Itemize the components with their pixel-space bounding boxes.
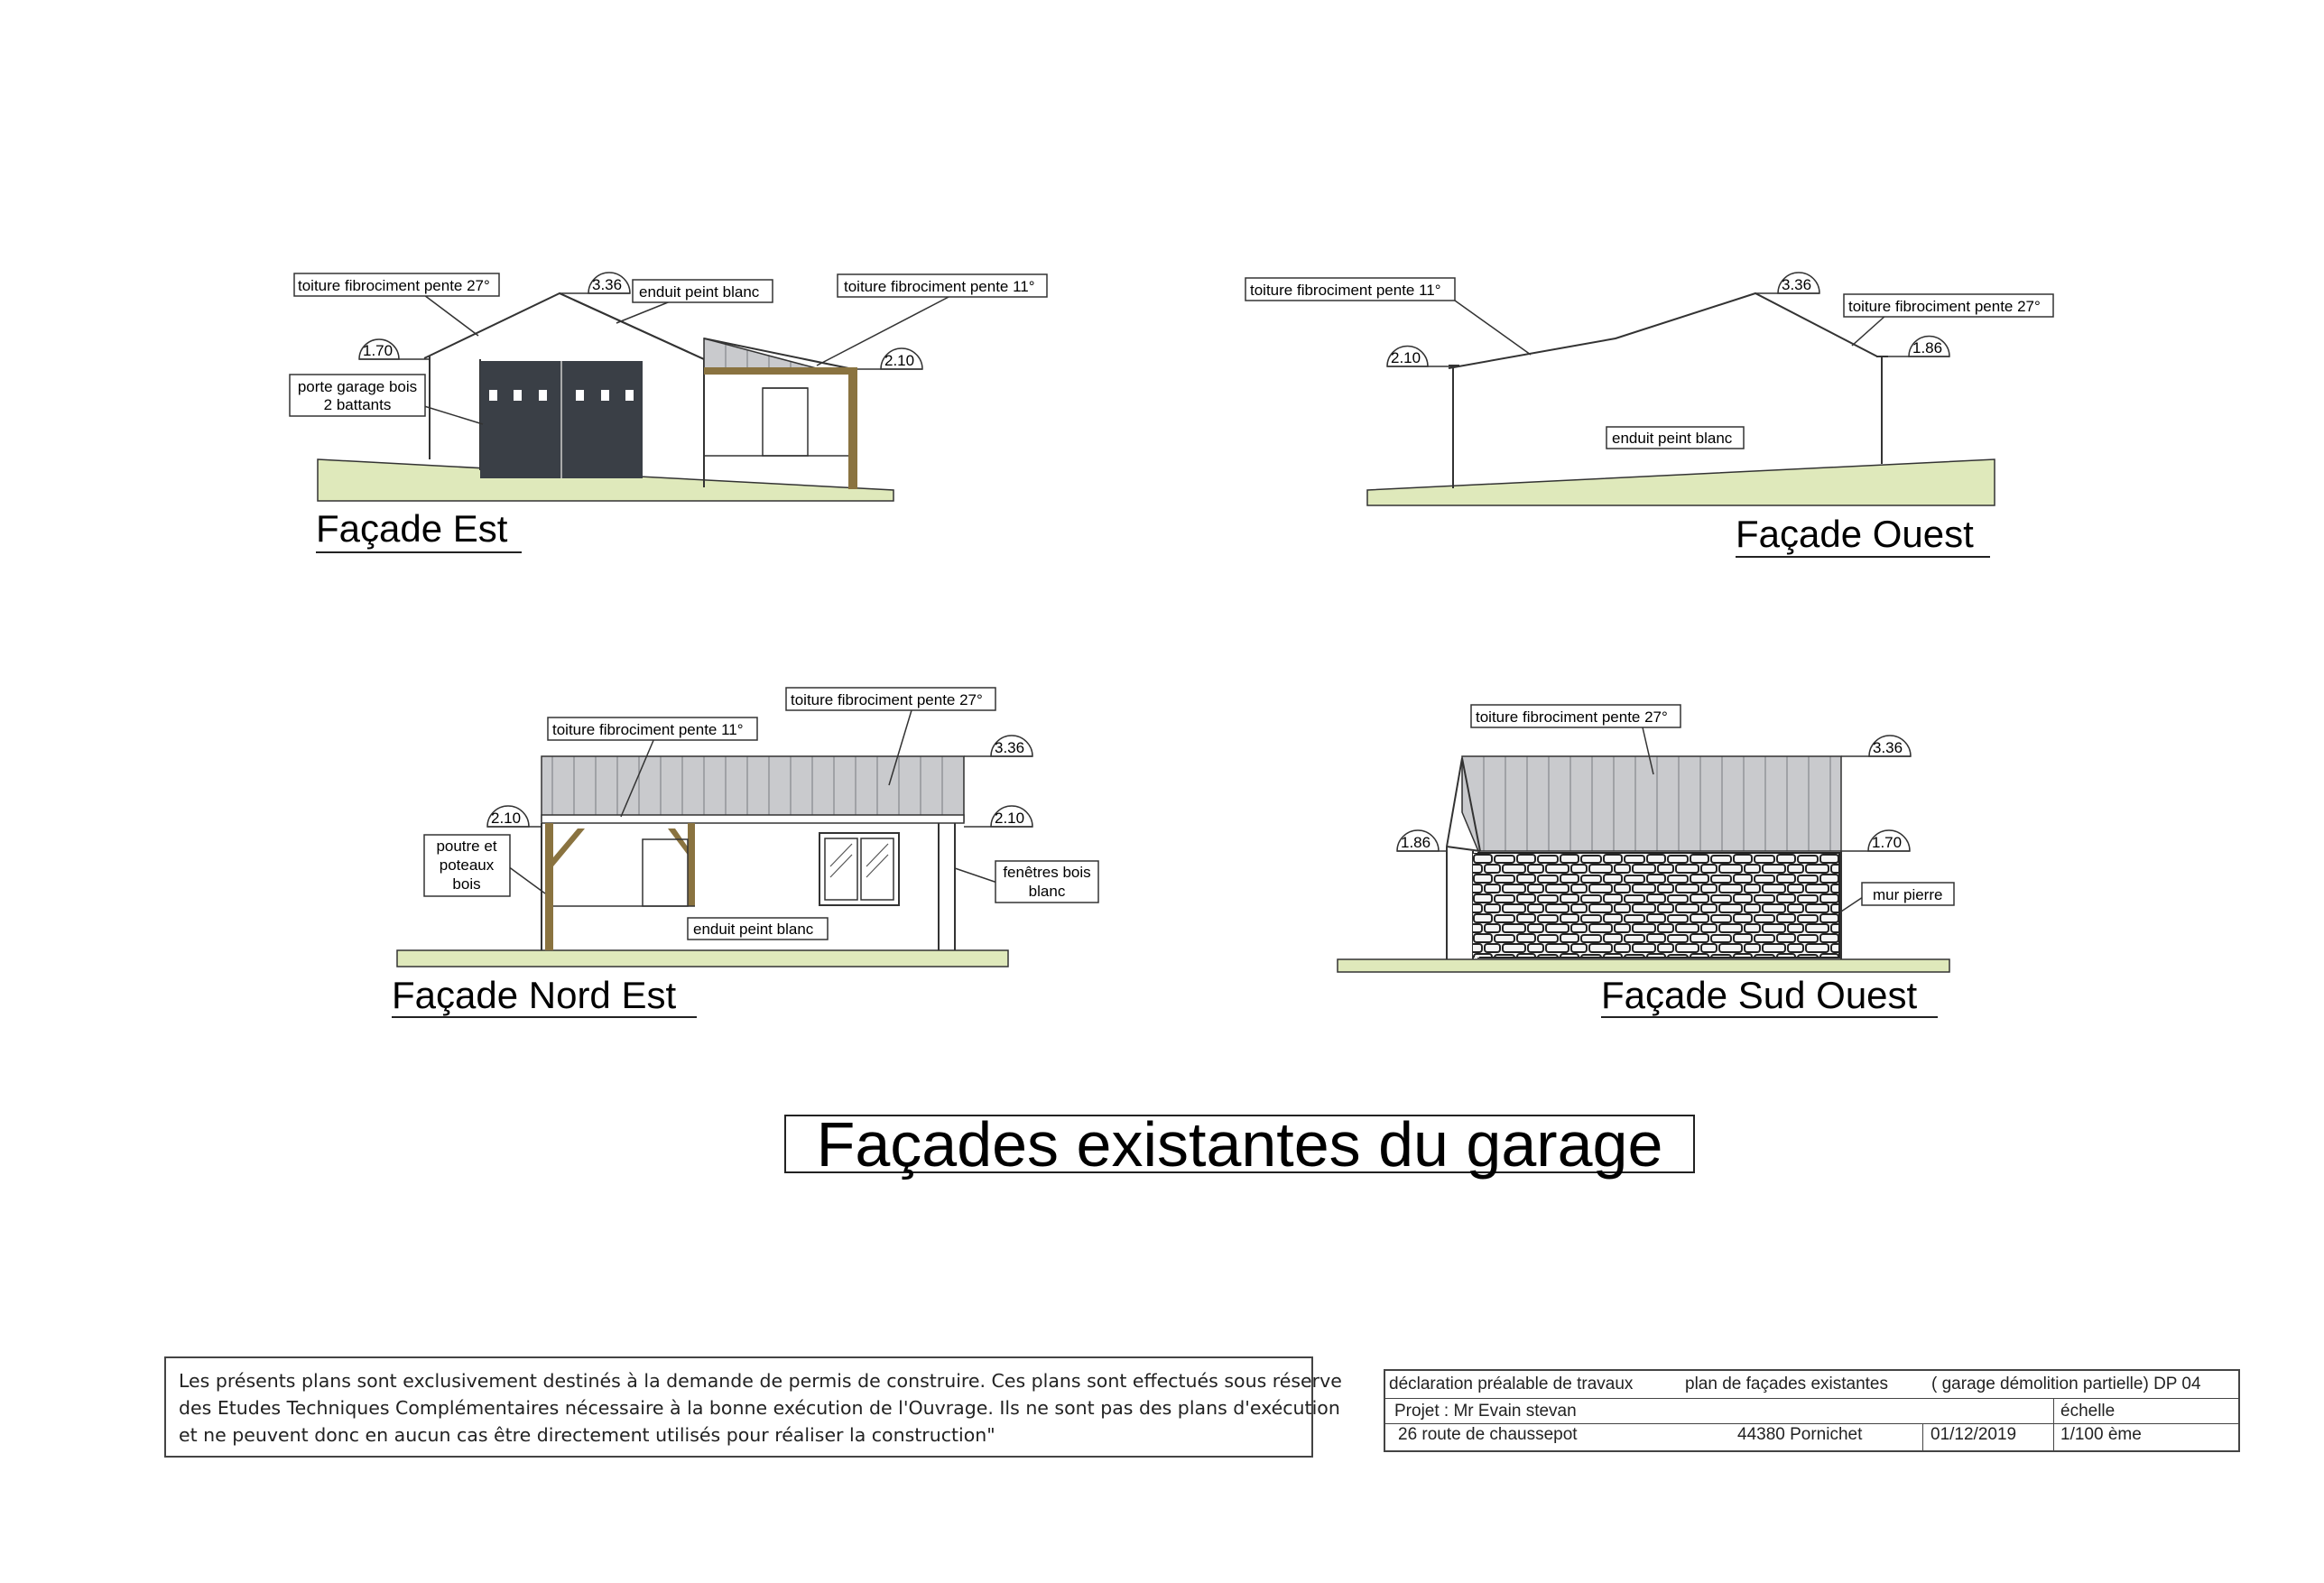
dim-sud-ouest-right: 1.70 bbox=[1872, 834, 1903, 851]
label-nord-est-poutre-3: bois bbox=[452, 875, 481, 893]
opening-nord-est bbox=[643, 839, 688, 906]
cartouche-adresse: 26 route de chaussepot bbox=[1398, 1425, 1578, 1444]
timber-beam-est bbox=[704, 367, 857, 375]
disclaimer-line: et ne peuvent donc en aucun cas être directement utilisés pour réaliser la construction" bbox=[179, 1424, 995, 1446]
dim-nord-est-top: 3.36 bbox=[995, 739, 1025, 756]
cartouche-date: 01/12/2019 bbox=[1930, 1425, 2017, 1444]
lean-to-roof-est bbox=[704, 338, 823, 370]
disclaimer-line: des Etudes Techniques Complémentaires nécessaire à la bonne exécution de l'Ouvrage. Ils ne sont pas des plans d'exécution bbox=[179, 1397, 1340, 1419]
main-title: Façades existantes du garage bbox=[784, 1115, 1695, 1173]
roof-band-nord-est bbox=[542, 756, 964, 821]
dim-sud-ouest-left: 1.86 bbox=[1401, 834, 1431, 851]
dim-est-top: 3.36 bbox=[592, 276, 623, 293]
ground-sud-ouest bbox=[1338, 959, 1949, 972]
dim-est-left: 1.70 bbox=[363, 342, 394, 359]
label-est-door-1: porte garage bois bbox=[297, 378, 418, 395]
dim-ouest-top: 3.36 bbox=[1782, 276, 1812, 293]
disclaimer-box bbox=[164, 1356, 1342, 1458]
label-nord-est-poutre-2: poteaux bbox=[439, 856, 495, 874]
roof-profile-ouest bbox=[1449, 293, 1877, 368]
label-est-enduit: enduit peint blanc bbox=[639, 283, 760, 301]
label-ouest-roof27: toiture fibrociment pente 27° bbox=[1848, 298, 2041, 315]
label-ouest-enduit: enduit peint blanc bbox=[1612, 430, 1733, 447]
label-est-roof27: toiture fibrociment pente 27° bbox=[298, 277, 490, 294]
cartouche-declaration: déclaration préalable de travaux bbox=[1389, 1375, 1634, 1393]
title-facade-sud-ouest: Façade Sud Ouest bbox=[1601, 974, 1918, 1016]
ground-ouest bbox=[1367, 459, 1995, 505]
dim-sud-ouest-top: 3.36 bbox=[1873, 739, 1903, 756]
dim-ouest-left: 2.10 bbox=[1391, 349, 1421, 366]
ground-nord-est bbox=[397, 950, 1008, 967]
stone-wall-sud-ouest bbox=[1478, 853, 1839, 958]
timber-post-est bbox=[848, 372, 857, 489]
label-nord-est-roof27: toiture fibrociment pente 27° bbox=[791, 691, 983, 708]
title-block bbox=[1384, 1369, 2240, 1452]
label-nord-est-fenetres-1: fenêtres bois bbox=[1003, 864, 1091, 881]
disclaimer-line: Les présents plans sont exclusivement destinés à la demande de permis de construire. Ces plans sont effectués sous réserve bbox=[179, 1370, 1342, 1392]
cartouche-plan: plan de façades existantes bbox=[1685, 1375, 1888, 1393]
label-nord-est-fenetres-2: blanc bbox=[1028, 883, 1066, 900]
facade-nord-est bbox=[392, 688, 1098, 1017]
facade-ouest bbox=[1245, 273, 2053, 557]
cartouche-echelle-label: échelle bbox=[2060, 1402, 2116, 1421]
label-est-door-2: 2 battants bbox=[323, 396, 392, 413]
garage-door-est bbox=[480, 361, 643, 478]
cartouche-echelle: 1/100 ème bbox=[2060, 1425, 2142, 1444]
label-nord-est-poutre-1: poutre et bbox=[436, 838, 497, 855]
label-sud-ouest-mur: mur pierre bbox=[1873, 886, 1943, 903]
label-ouest-roof11: toiture fibrociment pente 11° bbox=[1250, 282, 1441, 299]
title-facade-ouest: Façade Ouest bbox=[1736, 513, 1974, 555]
cartouche-projet: Projet : Mr Evain stevan bbox=[1394, 1402, 1577, 1421]
facade-est bbox=[290, 273, 1047, 552]
dim-ouest-right: 1.86 bbox=[1912, 339, 1943, 356]
window-nord-est bbox=[819, 833, 899, 905]
title-facade-est: Façade Est bbox=[316, 507, 508, 550]
label-nord-est-enduit: enduit peint blanc bbox=[693, 921, 814, 938]
roof-sud-ouest bbox=[1462, 756, 1841, 851]
timber-post-nord-est bbox=[545, 823, 553, 950]
cartouche-garage: ( garage démolition partielle) DP 04 bbox=[1931, 1375, 2201, 1393]
facade-sud-ouest bbox=[1338, 705, 1954, 1017]
dim-nord-est-right: 2.10 bbox=[995, 810, 1025, 827]
opening-est bbox=[763, 388, 808, 456]
label-est-roof11: toiture fibrociment pente 11° bbox=[844, 278, 1035, 295]
label-sud-ouest-roof27: toiture fibrociment pente 27° bbox=[1476, 708, 1668, 726]
dim-nord-est-left: 2.10 bbox=[491, 810, 522, 827]
title-facade-nord-est: Façade Nord Est bbox=[392, 974, 677, 1016]
dim-est-right: 2.10 bbox=[884, 352, 915, 369]
cartouche-ville: 44380 Pornichet bbox=[1737, 1425, 1863, 1444]
label-nord-est-roof11: toiture fibrociment pente 11° bbox=[552, 721, 744, 738]
